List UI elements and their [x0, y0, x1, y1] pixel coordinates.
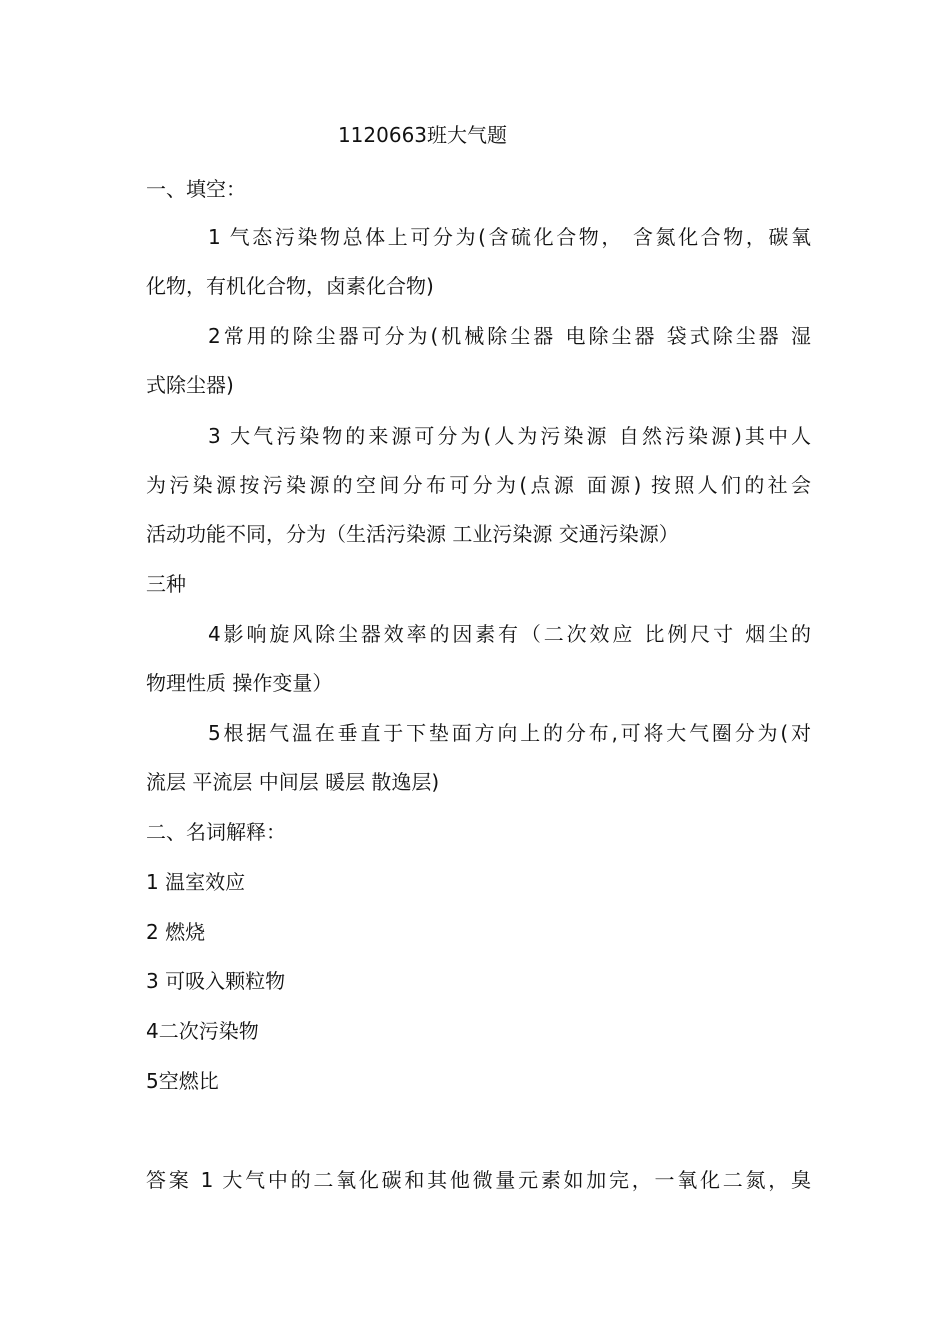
question-5-line-2: 流层 平流层 中间层 暖层 散逸层)	[146, 770, 440, 794]
question-3-line-3: 活动功能不同，分为（生活污染源 工业污染源 交通污染源）	[146, 522, 679, 546]
term-item: 3 可吸入颗粒物	[146, 969, 286, 993]
document-title	[0, 118, 845, 152]
question-3-line-1: 3 大气污染物的来源可分为(人为污染源 自然污染源)其中人	[208, 424, 811, 448]
term-item: 1 温室效应	[146, 870, 246, 894]
term-item: 4二次污染物	[146, 1019, 259, 1043]
question-4-line-1: 4影响旋风除尘器效率的因素有（二次效应 比例尺寸 烟尘的	[208, 622, 811, 646]
section-heading-fill-blank: 一、填空：	[146, 177, 246, 201]
term-item: 2 燃烧	[146, 920, 206, 944]
question-2-line-2: 式除尘器)	[146, 373, 234, 397]
section-heading-terms: 二、名词解释：	[146, 820, 286, 844]
question-3-line-2: 为污染源按污染源的空间分布可分为(点源 面源) 按照人们的社会	[146, 473, 811, 497]
term-item: 5空燃比	[146, 1069, 219, 1093]
answer-line-1: 答案 1 大气中的二氧化碳和其他微量元素如加完，一氧化二氮，臭	[146, 1168, 811, 1192]
question-3-line-4: 三种	[146, 572, 186, 596]
question-1-line-2: 化物，有机化合物，卤素化合物)	[146, 274, 434, 298]
document-title-text: 1120663班大气题	[337, 123, 508, 147]
question-1-line-1: 1 气态污染物总体上可分为(含硫化合物， 含氮化合物，碳氧	[208, 225, 811, 249]
question-4-line-2: 物理性质 操作变量）	[146, 671, 333, 695]
question-5-line-1: 5根据气温在垂直于下垫面方向上的分布,可将大气圈分为(对	[208, 721, 811, 745]
question-2-line-1: 2常用的除尘器可分为(机械除尘器 电除尘器 袋式除尘器 湿	[208, 324, 811, 348]
